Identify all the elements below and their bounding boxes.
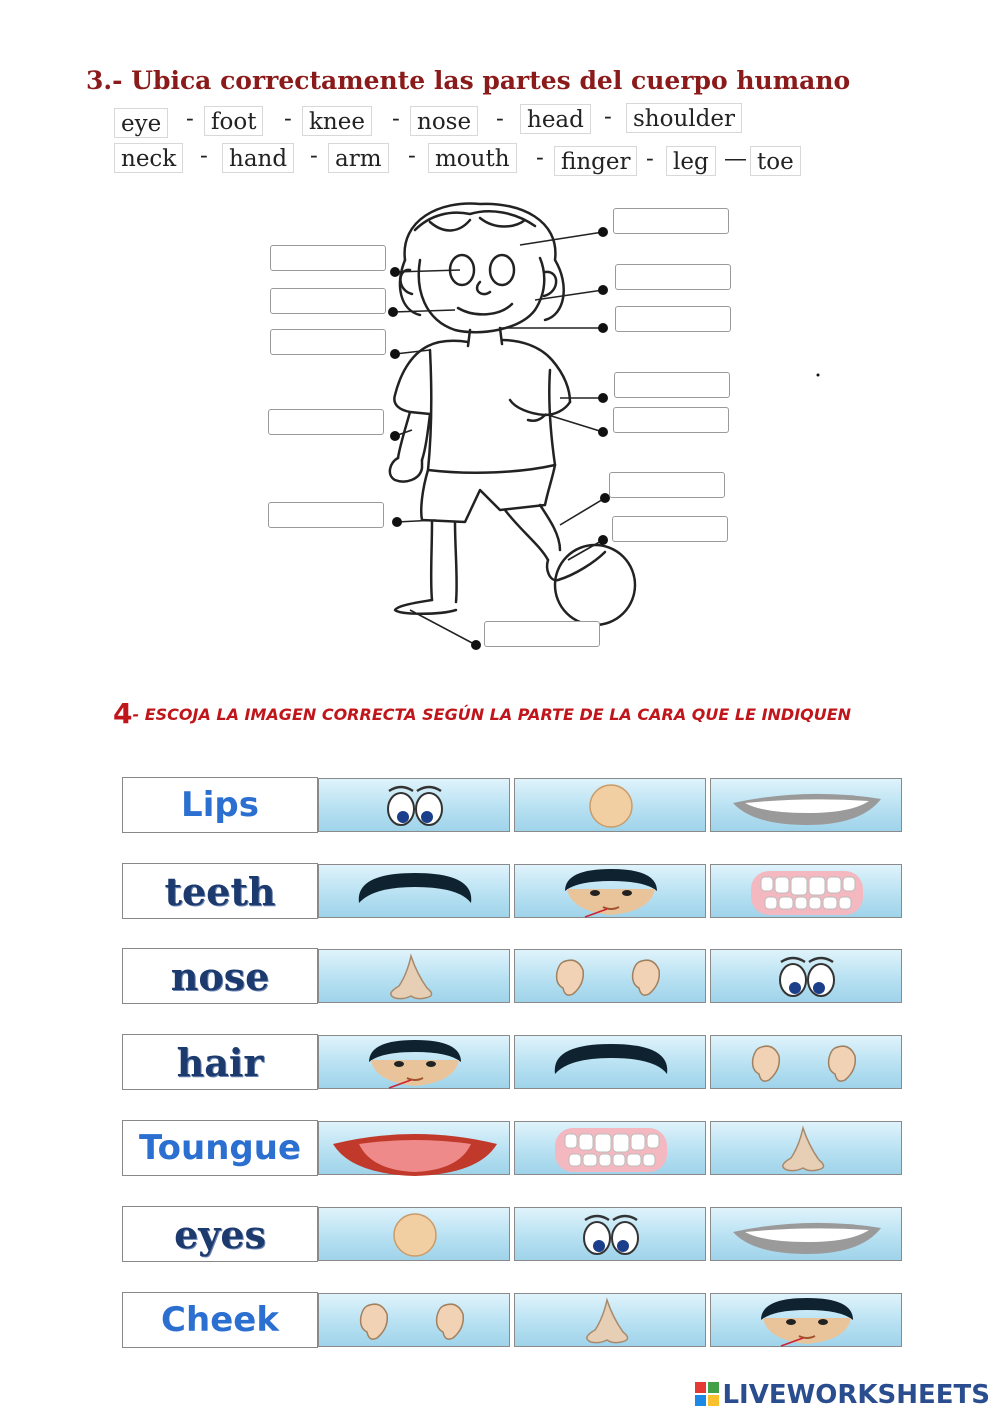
option-eyes-image[interactable] bbox=[318, 778, 510, 832]
quiz-row bbox=[122, 1292, 905, 1350]
answer-box-nose[interactable] bbox=[615, 264, 731, 290]
separator: — bbox=[724, 146, 747, 172]
option-eyes-image[interactable] bbox=[710, 949, 902, 1003]
section4-instruction: - ESCOJA LA IMAGEN CORRECTA SEGÚN LA PARTE DE LA CARA QUE LE INDIQUEN bbox=[132, 705, 852, 724]
option-nose-image[interactable] bbox=[710, 1121, 902, 1175]
option-hair-image[interactable] bbox=[318, 864, 510, 918]
option-tongue-image[interactable] bbox=[318, 1121, 510, 1175]
boy-illustration bbox=[0, 190, 1000, 670]
separator: - bbox=[408, 143, 416, 169]
word-finger[interactable]: finger bbox=[554, 146, 637, 176]
separator: - bbox=[536, 145, 544, 171]
teeth-icon bbox=[515, 1122, 707, 1176]
teeth-icon bbox=[711, 865, 903, 919]
section4-number: 4 bbox=[113, 697, 133, 730]
lips-icon bbox=[711, 779, 903, 833]
boy-face-icon bbox=[711, 1294, 903, 1348]
option-boy-face-image[interactable] bbox=[514, 864, 706, 918]
nose-icon bbox=[515, 1294, 707, 1348]
word-shoulder[interactable]: shoulder bbox=[626, 103, 742, 133]
quiz-row-label: eyes bbox=[122, 1206, 318, 1262]
answer-box-head[interactable] bbox=[613, 208, 729, 234]
word-leg[interactable]: leg bbox=[666, 146, 716, 176]
brand-logo bbox=[695, 1380, 990, 1410]
ears-icon bbox=[711, 1036, 903, 1090]
quiz-row bbox=[122, 948, 905, 1006]
nose-icon bbox=[711, 1122, 903, 1176]
eyes-icon bbox=[515, 1208, 707, 1262]
word-knee[interactable]: knee bbox=[302, 106, 372, 136]
answer-box-neck[interactable] bbox=[615, 306, 731, 332]
section3-title: 3.- Ubica correctamente las partes del cuerpo humano bbox=[86, 66, 851, 95]
hair-icon bbox=[515, 1036, 707, 1090]
quiz-row-label: Lips bbox=[122, 777, 318, 833]
answer-box-eye[interactable] bbox=[270, 245, 386, 271]
separator: - bbox=[200, 143, 208, 169]
option-nose-image[interactable] bbox=[318, 949, 510, 1003]
brand-name: LIVEWORKSHEETS bbox=[722, 1380, 990, 1410]
separator: - bbox=[310, 143, 318, 169]
face-icon bbox=[515, 779, 707, 833]
answer-box-leg[interactable] bbox=[609, 472, 725, 498]
separator: - bbox=[392, 106, 400, 132]
option-face-image[interactable] bbox=[514, 778, 706, 832]
nose-icon bbox=[319, 950, 511, 1004]
word-mouth[interactable]: mouth bbox=[428, 143, 517, 173]
word-neck[interactable]: neck bbox=[114, 143, 183, 173]
option-teeth-image[interactable] bbox=[710, 864, 902, 918]
answer-box-toe[interactable] bbox=[484, 621, 600, 647]
separator: - bbox=[284, 106, 292, 132]
option-face-image[interactable] bbox=[318, 1207, 510, 1261]
quiz-row-label: teeth bbox=[122, 863, 318, 919]
section4-title bbox=[113, 697, 913, 730]
answer-box-hand[interactable] bbox=[614, 372, 730, 398]
option-teeth-image[interactable] bbox=[514, 1121, 706, 1175]
option-ears-image[interactable] bbox=[514, 949, 706, 1003]
quiz-row bbox=[122, 1206, 905, 1264]
face-icon bbox=[319, 1208, 511, 1262]
option-ears-image[interactable] bbox=[318, 1293, 510, 1347]
separator: - bbox=[186, 106, 194, 132]
quiz-row bbox=[122, 777, 905, 835]
quiz-row bbox=[122, 1120, 905, 1178]
answer-box-arm[interactable] bbox=[268, 409, 384, 435]
ears-icon bbox=[515, 950, 707, 1004]
eyes-icon bbox=[319, 779, 511, 833]
option-ears-image[interactable] bbox=[710, 1035, 902, 1089]
liveworksheets-logo-icon bbox=[695, 1382, 719, 1406]
hair-icon bbox=[319, 865, 511, 919]
quiz-row-label: Cheek bbox=[122, 1292, 318, 1348]
quiz-row bbox=[122, 863, 905, 921]
word-hand[interactable]: hand bbox=[222, 143, 294, 173]
word-foot[interactable]: foot bbox=[204, 106, 263, 136]
option-lips-image[interactable] bbox=[710, 778, 902, 832]
tongue-icon bbox=[319, 1122, 511, 1176]
ears-icon bbox=[319, 1294, 511, 1348]
option-lips-image[interactable] bbox=[710, 1207, 902, 1261]
eyes-icon bbox=[711, 950, 903, 1004]
boy-face-icon bbox=[515, 865, 707, 919]
boy-face-icon bbox=[319, 1036, 511, 1090]
word-arm[interactable]: arm bbox=[328, 143, 389, 173]
word-head[interactable]: head bbox=[520, 104, 591, 134]
answer-box-mouth[interactable] bbox=[270, 288, 386, 314]
word-toe[interactable]: toe bbox=[750, 146, 801, 176]
option-boy-face-image[interactable] bbox=[710, 1293, 902, 1347]
option-nose-image[interactable] bbox=[514, 1293, 706, 1347]
option-hair-image[interactable] bbox=[514, 1035, 706, 1089]
answer-box-foot[interactable] bbox=[612, 516, 728, 542]
quiz-row bbox=[122, 1034, 905, 1092]
option-eyes-image[interactable] bbox=[514, 1207, 706, 1261]
word-nose[interactable]: nose bbox=[410, 106, 478, 136]
quiz-row-label: nose bbox=[122, 948, 318, 1004]
option-boy-face-image[interactable] bbox=[318, 1035, 510, 1089]
quiz-row-label: Toungue bbox=[122, 1120, 318, 1176]
answer-box-knee[interactable] bbox=[268, 502, 384, 528]
answer-box-shoulder[interactable] bbox=[270, 329, 386, 355]
word-eye[interactable]: eye bbox=[114, 108, 168, 138]
quiz-row-label: hair bbox=[122, 1034, 318, 1090]
answer-box-finger[interactable] bbox=[613, 407, 729, 433]
separator: - bbox=[646, 146, 654, 172]
separator: - bbox=[604, 104, 612, 130]
lips-icon bbox=[711, 1208, 903, 1262]
separator: - bbox=[496, 106, 504, 132]
